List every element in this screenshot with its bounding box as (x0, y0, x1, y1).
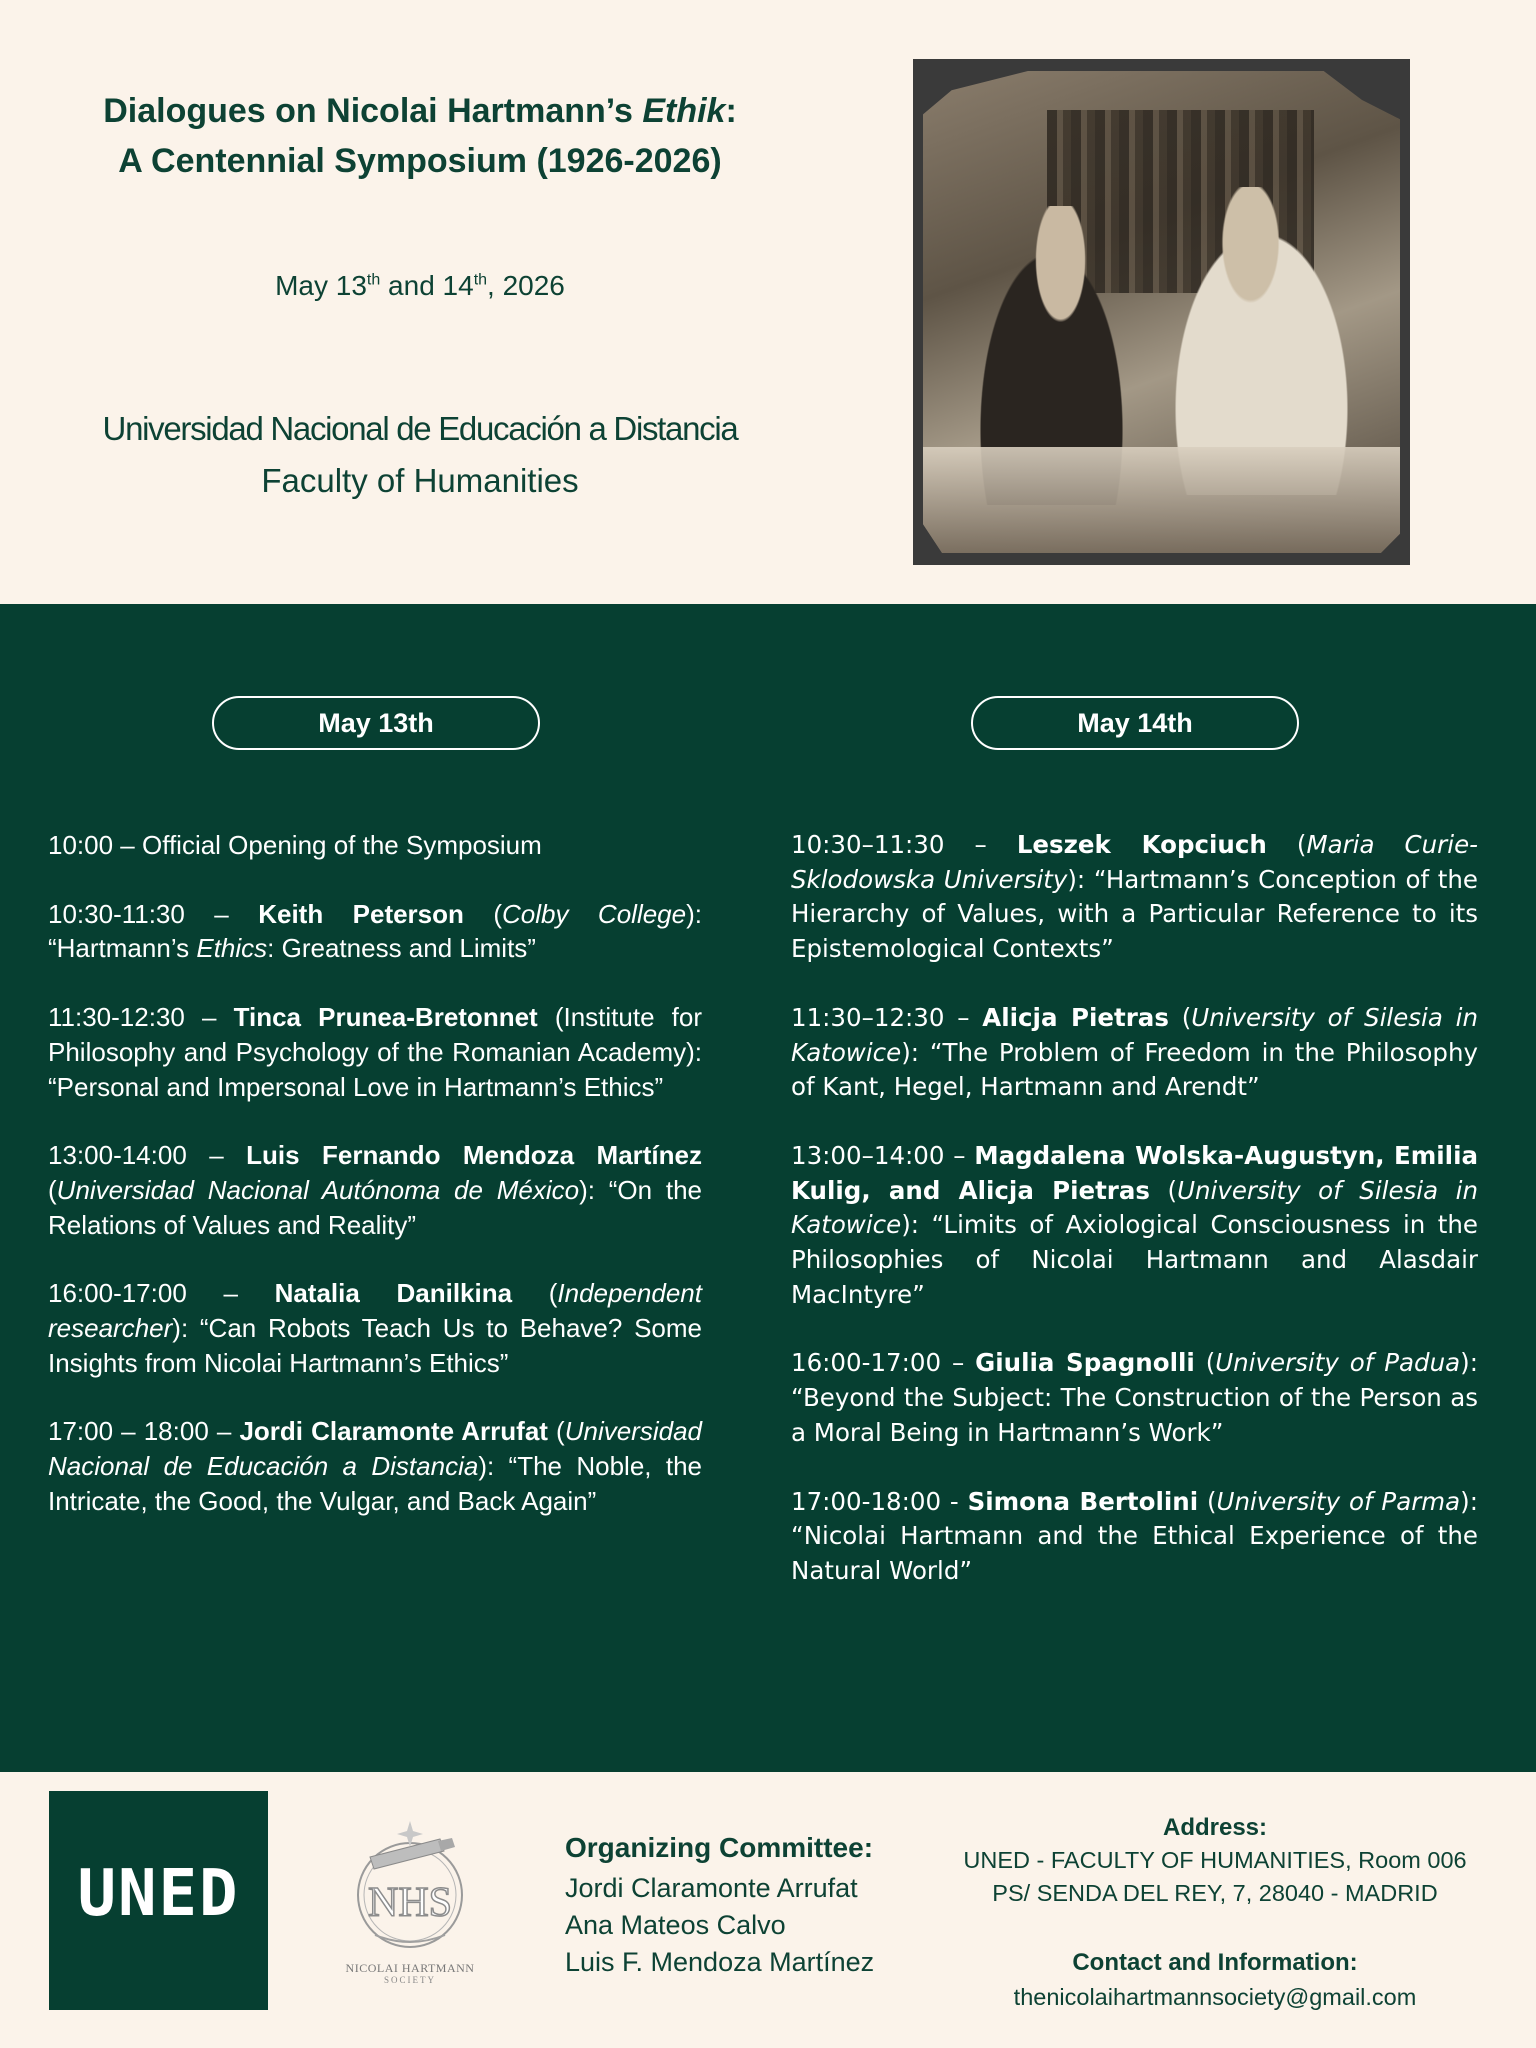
header (0, 0, 1536, 604)
page-title (40, 86, 800, 186)
entry-punct: ( (1168, 1002, 1192, 1032)
historic-photo (913, 59, 1410, 565)
entry-affiliation: University of Silesia in Katowice (791, 1002, 1478, 1067)
uned-logo (49, 1791, 268, 2010)
entry-affiliation: Independent researcher (48, 1278, 702, 1344)
entry-punct: ( (1266, 830, 1307, 859)
entry-talk-italic: Ethics (196, 933, 268, 964)
entry-time: 13:00–14:00 – (791, 1140, 975, 1170)
schedule-entry (48, 1414, 702, 1518)
entry-time: 17:00 – 18:00 – (48, 1416, 240, 1447)
entry-talk: ): “Can Robots Teach Us to Behave? Some Insights from Nicolai Hartmann’s Ethics” (48, 1313, 702, 1378)
entry-affiliation: Universidad Nacional de Educación a Distancia (48, 1416, 702, 1482)
nhs-logo-letters: NHS (367, 1880, 453, 1926)
day1-pill: May 13th (212, 696, 540, 750)
contact-block (940, 1946, 1490, 2014)
schedule-entry (791, 828, 1478, 967)
nhs-logo (330, 1817, 490, 1997)
entry-time: 16:00-17:00 – (791, 1348, 976, 1378)
contact-email[interactable]: thenicolaihartmannsociety@gmail.com (1013, 1984, 1417, 2010)
address-line2: PS/ SENDA DEL REY, 7, 28040 - MADRID (992, 1880, 1438, 1906)
address-heading: Address: (1162, 1814, 1268, 1841)
entry-speaker: Natalia Danilkina (274, 1278, 513, 1309)
schedule-entry (791, 1346, 1478, 1450)
entry-time: 13:00-14:00 – (48, 1140, 247, 1171)
title-line1-prefix: Dialogues on Nicolai Hartmann’s (103, 92, 643, 130)
entry-talk: ): “Limits of Axiological Consciousness in the Philosophies of Nicolai Hartmann and Alasdair MacIntyre” (791, 1210, 1478, 1309)
entry-punct: ( (48, 1174, 57, 1205)
entry-talk: ): “The Problem of Freedom in the Philosophy of Kant, Hegel, Hartmann and Arendt” (791, 1037, 1478, 1102)
committee-member: Ana Mateos Calvo (565, 1910, 786, 1940)
entry-talk: ): “Hartmann’s (48, 898, 702, 964)
entry-speaker: Tinca Prunea-Bretonnet (233, 1002, 538, 1033)
schedule-entry (791, 1139, 1478, 1313)
entry-affiliation: Universidad Nacional Autónoma de México (56, 1174, 580, 1205)
committee-heading: Organizing Committee: (565, 1832, 874, 1863)
faculty-name: Faculty of Humanities (261, 462, 579, 499)
schedule-section (0, 604, 1536, 1772)
entry-text: 10:00 – Official Opening of the Symposium (48, 830, 542, 860)
title-line1-italic: Ethik (642, 92, 726, 130)
uned-logo-text: UNED (77, 1857, 240, 1931)
entry-punct: ( (463, 898, 503, 929)
day2-schedule (791, 828, 1478, 1623)
entry-time: 10:30–11:30 – (791, 830, 1017, 859)
entry-speaker: Leszek Kopciuch (1016, 830, 1267, 859)
schedule-entry (48, 1000, 702, 1104)
entry-speaker: Magdalena Wolska-Augustyn, Emilia Kulig, and Alicja Pietras (791, 1140, 1478, 1205)
entry-punct: ( (512, 1278, 558, 1309)
entry-talk: ): “Hartmann’s Conception of the Hierarchy of Values, with a Particular Reference to its Epistemological Contexts” (791, 864, 1478, 964)
entry-punct: ( (1150, 1175, 1178, 1205)
entry-talk-end: : Greatness and Limits” (267, 933, 536, 964)
university-name: Universidad Nacional de Educación a Distancia (102, 410, 738, 447)
entry-time: 10:30-11:30 – (48, 898, 259, 929)
contact-heading: Contact and Information: (1072, 1949, 1358, 1976)
entry-punct: ( (1198, 1486, 1217, 1516)
address-line1: UNED - FACULTY OF HUMANITIES, Room 006 (963, 1847, 1467, 1873)
entry-speaker: Keith Peterson (258, 898, 464, 929)
schedule-entry (48, 1276, 702, 1380)
committee-member: Luis F. Mendoza Martínez (565, 1947, 875, 1977)
entry-time: 17:00-18:00 - (791, 1486, 968, 1516)
date-sup2: th (473, 271, 488, 289)
entry-time: 16:00-17:00 – (48, 1278, 275, 1309)
entry-time: 11:30-12:30 – (48, 1002, 234, 1033)
entry-talk: ): “On the Relations of Values and Reality” (48, 1174, 702, 1240)
photo-image (923, 71, 1400, 553)
address-block (940, 1812, 1490, 1910)
entry-time: 11:30–12:30 – (791, 1002, 983, 1032)
event-dates (40, 270, 800, 302)
entry-punct: ( (1194, 1348, 1216, 1378)
nhs-logo-caption: NICOLAI HARTMANN (345, 1961, 475, 1975)
entry-speaker: Simona Bertolini (967, 1486, 1199, 1516)
entry-affiliation: Maria Curie-Sklodowska University (791, 830, 1478, 894)
footer (0, 1772, 1536, 2048)
date-part1: May 13 (275, 270, 367, 301)
nhs-logo-caption2: SOCIETY (384, 1975, 436, 1985)
date-sup1: th (366, 271, 381, 289)
entry-speaker: Luis Fernando Mendoza Martínez (246, 1140, 703, 1171)
day1-schedule (48, 828, 702, 1553)
committee-member: Jordi Claramonte Arrufat (565, 1873, 858, 1903)
entry-speaker: Giulia Spagnolli (975, 1348, 1195, 1378)
photo-desk (923, 447, 1400, 553)
entry-affiliation: Colby College (502, 898, 687, 929)
entry-talk: ): “The Noble, the Intricate, the Good, the Vulgar, and Back Again” (48, 1451, 703, 1516)
day2-pill: May 14th (971, 696, 1299, 750)
schedule-entry (791, 1485, 1478, 1589)
schedule-entry (48, 828, 702, 863)
schedule-entry (48, 897, 702, 966)
entry-affiliation: University of Silesia in Katowice (791, 1175, 1478, 1240)
entry-speaker: Alicja Pietras (982, 1002, 1169, 1032)
title-line2: A Centennial Symposium (1926-2026) (118, 142, 722, 180)
entry-affiliation: University of Padua (1215, 1348, 1461, 1378)
date-part3: , 2026 (487, 270, 565, 301)
entry-affiliation: University of Parma (1216, 1486, 1461, 1516)
organizing-committee (565, 1832, 874, 1981)
entry-talk: ): “Nicolai Hartmann and the Ethical Experience of the Natural World” (791, 1486, 1478, 1585)
schedule-entry (791, 1001, 1478, 1105)
title-line1-suffix: : (725, 92, 737, 130)
schedule-entry (48, 1138, 702, 1242)
entry-punct: ( (547, 1416, 565, 1447)
date-part2: and 14 (380, 270, 474, 301)
entry-speaker: Jordi Claramonte Arrufat (239, 1416, 548, 1447)
entry-talk: ): “Beyond the Subject: The Construction of the Person as a Moral Being in Hartmann’s Work” (791, 1348, 1478, 1447)
entry-talk: (Institute for Philosophy and Psychology of the Romanian Academy): “Personal and Impersonal Love in Hartmann’s Ethics” (48, 1002, 702, 1102)
